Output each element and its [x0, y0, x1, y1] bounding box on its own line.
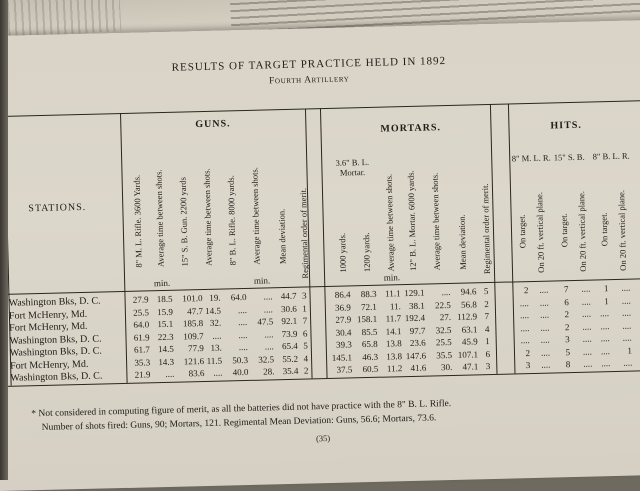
mortar-cell: 11. — [389, 300, 401, 311]
mortar-cell: 11.1 — [384, 288, 401, 299]
hits-cell: .... — [600, 345, 611, 356]
col-rule — [508, 104, 516, 374]
mortar-cell: 14.1 — [385, 325, 402, 337]
mortar-cell: 30. — [440, 361, 453, 373]
gun-cell: 27.9 — [132, 294, 149, 305]
mortar-cell: 23.6 — [409, 337, 426, 348]
mortar-cell: 4 — [484, 323, 490, 334]
hits-cell: .... — [621, 282, 631, 293]
hits-cell: .... — [583, 358, 593, 369]
gun-cell: 21.9 — [134, 369, 151, 380]
hits-cell: .... — [622, 320, 632, 331]
gun-col-header: Average time between shots. — [153, 169, 166, 268]
mortar-col-header: Regimental order of merit. — [479, 183, 493, 275]
hits-cell: 7 — [563, 284, 569, 295]
mortar-col-header: 1000 yards. — [337, 232, 348, 273]
gun-cell: .... — [238, 341, 248, 353]
mortar-cell: 11.7 — [385, 313, 402, 324]
col-rule — [120, 113, 128, 383]
hits-cell: .... — [582, 321, 592, 332]
page-number: (35) — [315, 432, 331, 444]
mortar-cell: 46.3 — [362, 351, 379, 362]
gun-cell: 185.8 — [182, 318, 204, 329]
gun-cell: .... — [165, 368, 175, 379]
hits-cell: 6 — [564, 296, 569, 307]
hits-group-label: 15" S. B. — [553, 151, 585, 163]
gun-cell: 5 — [303, 340, 308, 351]
gun-cell: 83.6 — [188, 368, 205, 379]
hits-cell: .... — [539, 309, 550, 320]
hits-cell: .... — [541, 359, 551, 370]
mortar-cell: 27. — [439, 311, 452, 323]
hits-cell: 1 — [603, 283, 609, 294]
gun-cell: 1 — [302, 303, 307, 314]
mortar-cell: 37.5 — [336, 364, 353, 375]
hits-cell: 5 — [565, 346, 571, 357]
station-name: Fort McHenry, Md. — [8, 308, 88, 322]
gun-cell: 50.3 — [232, 354, 249, 365]
document-page — [0, 20, 640, 491]
gun-cell: 6 — [302, 327, 308, 339]
hits-cell: .... — [582, 333, 592, 344]
footnote-summary: Number of shots fired: Guns, 90; Mortars, 121. Regimental Mean Deviation: Guns, 56.6; Mortars, 73.6. — [41, 413, 437, 434]
mortar-cell: 192.4 — [404, 312, 426, 324]
station-name: Fort McHenry, Md. — [10, 358, 89, 372]
gun-col-header: 8" B. L. Rifle. 8000 yards. — [225, 175, 238, 266]
gun-col-header: Average time between shots. — [249, 167, 262, 265]
gun-cell: 65.4 — [281, 340, 298, 352]
mortar-cell: 13.8 — [386, 350, 403, 362]
hits-col-header: On 20 ft. vertical plane. — [616, 189, 629, 271]
gun-cell: 14.5 — [204, 305, 221, 316]
gun-cell: 25.5 — [133, 306, 150, 318]
mortar-cell: 13.8 — [385, 338, 402, 349]
hits-col-header: On target. — [598, 212, 610, 247]
gun-cell: .... — [238, 316, 248, 328]
mortar-cell: .... — [441, 286, 451, 298]
hits-cell: .... — [600, 333, 610, 344]
hits-cell: .... — [581, 296, 591, 307]
guns-group-header: GUNS. — [195, 118, 231, 131]
mortar-cell: 32.5 — [435, 324, 452, 335]
mortar-group-label: 3.6" B. L. Mortar. — [335, 156, 370, 178]
mortar-col-header: 12" B. L. Mortar. 6000 yards. — [405, 170, 418, 272]
hits-cell: .... — [581, 283, 591, 294]
mortar-cell: 72.1 — [360, 301, 377, 312]
gun-cell: 14.5 — [157, 343, 174, 355]
mortar-cell: 6 — [485, 348, 491, 359]
station-name: Washington Bks, D. C. — [9, 345, 102, 359]
mortar-cell: 65.8 — [361, 338, 378, 350]
gun-cell: 22.3 — [157, 331, 174, 342]
hits-cell: .... — [599, 308, 610, 319]
mortar-col-header: Average time between shots. — [383, 173, 396, 272]
gun-cell: 47.7 — [186, 305, 203, 316]
stations-header: STATIONS. — [28, 201, 87, 215]
mortar-cell: 5 — [483, 286, 489, 297]
gun-cell: 61.7 — [133, 344, 150, 355]
unit-label: min. — [383, 272, 401, 283]
mortar-cell: 107.1 — [457, 348, 479, 360]
gun-cell: .... — [263, 291, 273, 302]
gun-cell: 14.3 — [158, 356, 175, 367]
mortar-cell: 30.4 — [335, 326, 352, 338]
hits-cell: .... — [621, 295, 631, 306]
gun-cell: 73.9 — [281, 328, 298, 339]
gun-cell: 92.1 — [281, 315, 298, 327]
gun-cell: 55.2 — [282, 353, 299, 364]
mortar-cell: 11.2 — [386, 363, 403, 374]
gun-col-header: Mean deviation. — [276, 208, 288, 265]
gun-col-header: 15" S. B. Gun. 2200 yards — [177, 176, 190, 267]
gun-cell: 64.0 — [230, 291, 247, 303]
book-spine-shadow — [0, 0, 8, 480]
gun-cell: 15.1 — [157, 318, 174, 330]
gun-cell: 32. — [209, 317, 222, 328]
hits-cell: 2 — [564, 309, 570, 320]
mortar-col-header: Average time between shots. — [429, 172, 442, 271]
hits-cell: .... — [601, 358, 611, 369]
hits-cell: 3 — [525, 360, 531, 371]
mortar-cell: 94.6 — [460, 286, 477, 297]
gun-cell: .... — [264, 328, 274, 340]
gun-col-header: Average time between shots. — [201, 168, 214, 267]
gun-cell: 61.9 — [133, 331, 150, 343]
gun-cell: 30.6 — [280, 303, 297, 314]
hits-cell: .... — [623, 357, 633, 368]
mortar-cell: 145.1 — [331, 351, 353, 363]
gun-cell: 35.3 — [134, 356, 151, 368]
mortar-cell: 88.3 — [360, 288, 377, 300]
hits-cell: .... — [539, 284, 549, 295]
mortar-cell: 97.7 — [409, 325, 426, 336]
mortar-cell: 63.1 — [461, 323, 478, 335]
hits-col-header: On target. — [558, 213, 570, 248]
hits-cell: .... — [519, 297, 529, 308]
hits-col-header: On target. — [516, 214, 528, 249]
mortar-cell: 41.6 — [410, 362, 427, 373]
mortar-cell: 25.5 — [435, 336, 452, 348]
hits-cell: 1 — [604, 295, 609, 306]
hits-col-header: On 20 ft. vertical plane. — [576, 190, 589, 272]
hits-cell: .... — [519, 310, 530, 321]
gun-cell: .... — [213, 367, 223, 378]
mortar-cell: 22.5 — [434, 299, 451, 310]
gun-cell: 32.5 — [258, 353, 275, 365]
gun-cell: 44.7 — [280, 290, 297, 302]
gun-cell: .... — [238, 329, 248, 340]
mortar-cell: 112.9 — [457, 311, 478, 322]
mortar-cell: 38.1 — [408, 300, 425, 311]
gun-cell: 11.5 — [206, 355, 223, 366]
hits-cell: .... — [540, 334, 550, 345]
hits-cell: .... — [520, 322, 530, 333]
gun-cell: 2 — [303, 365, 309, 376]
station-name: Washington Bks, D. C. — [8, 295, 101, 309]
gun-cell: 13. — [210, 342, 222, 353]
gun-cell: 15.9 — [157, 306, 173, 317]
footnote: * Not considered in computing figure of merit, as all the batteries did not have practice with the 8" B. L. Rifle. — [31, 399, 452, 420]
mortar-cell: 7 — [484, 311, 490, 322]
gun-cell: .... — [263, 303, 273, 315]
hits-cell: 2 — [564, 321, 570, 332]
gun-cell: 3 — [301, 290, 307, 301]
mortar-col-header: 1200 yards. — [361, 232, 372, 273]
hits-cell: .... — [539, 297, 549, 308]
gun-cell: 40.0 — [232, 366, 249, 378]
mortar-cell: 36.9 — [334, 301, 351, 313]
gun-cell: 101.0 — [182, 293, 203, 304]
gun-cell: 7 — [302, 315, 308, 326]
mortar-cell: 3 — [485, 361, 491, 372]
gun-cell: .... — [264, 341, 274, 352]
station-name: Fort McHenry, Md. — [9, 320, 88, 334]
hits-cell: 8 — [565, 359, 571, 370]
gun-cell: 64.0 — [133, 319, 150, 330]
station-name: Washington Bks, D. C. — [9, 333, 102, 347]
gun-cell: 28. — [263, 366, 275, 377]
mortar-cell: 45.9 — [461, 336, 478, 347]
hits-group-label: 8" B. L. R. — [592, 150, 630, 162]
gun-cell: 47.5 — [257, 316, 274, 327]
hits-cell: 2 — [523, 285, 529, 296]
hits-cell: .... — [540, 347, 551, 358]
gun-col-header: Regimental order of merit. — [297, 187, 311, 279]
gun-cell: .... — [237, 304, 247, 315]
mortar-cell: 2 — [484, 298, 489, 309]
unit-label: min. — [153, 277, 171, 289]
gun-col-header: 8" M. L. Rifle. 3600 Yards. — [131, 174, 144, 268]
hits-cell: .... — [622, 332, 632, 343]
gun-cell: 4 — [303, 352, 309, 364]
mortars-group-header: MORTARS. — [380, 122, 442, 135]
gun-cell: 35.4 — [282, 365, 299, 377]
mortar-cell: 39.3 — [335, 339, 352, 350]
page-subtitle: Fourth Artillery — [269, 74, 350, 87]
hits-cell: .... — [582, 346, 593, 357]
gun-cell: 121.6 — [183, 355, 205, 367]
mortar-cell: 86.4 — [334, 289, 351, 300]
mortar-col-header: Mean deviation. — [456, 214, 468, 270]
gun-cell: 19. — [209, 292, 221, 303]
hits-cell: .... — [520, 335, 530, 346]
hits-group-header: HITS. — [550, 119, 582, 132]
mortar-cell: 158.1 — [356, 313, 378, 325]
hits-cell: .... — [600, 320, 610, 331]
hits-cell: 1 — [627, 345, 633, 356]
gun-cell: 109.7 — [183, 330, 204, 342]
page-title: RESULTS OF TARGET PRACTICE HELD IN 1892 — [171, 55, 447, 74]
station-name: Washington Bks, D. C. — [10, 370, 103, 384]
gun-cell: .... — [212, 330, 222, 341]
gun-cell: 18.5 — [156, 293, 173, 305]
unit-label: min. — [253, 275, 271, 286]
hits-group-label: 8" M. L. R. — [511, 152, 551, 164]
hits-cell: 3 — [565, 334, 570, 345]
mortar-cell: 56.8 — [460, 298, 477, 310]
hits-cell: .... — [621, 307, 632, 318]
hits-cell: 2 — [525, 347, 531, 358]
hits-col-header: On 20 ft. vertical plane. — [534, 191, 547, 273]
mortar-cell: 60.5 — [362, 363, 379, 375]
mortar-cell: 147.6 — [405, 350, 427, 361]
mortar-cell: 27.9 — [335, 314, 352, 325]
gun-cell: 77.9 — [187, 343, 204, 354]
hits-cell: .... — [581, 308, 592, 319]
hits-cell: .... — [540, 322, 550, 333]
mortar-cell: 85.5 — [361, 326, 378, 337]
facing-page-text-left — [0, 0, 121, 37]
mortar-cell: 35.5 — [436, 349, 453, 360]
mortar-cell: 47.1 — [462, 361, 479, 372]
mortar-cell: 1 — [485, 336, 490, 347]
mortar-cell: 129.1 — [404, 287, 425, 299]
col-rule — [320, 108, 328, 378]
